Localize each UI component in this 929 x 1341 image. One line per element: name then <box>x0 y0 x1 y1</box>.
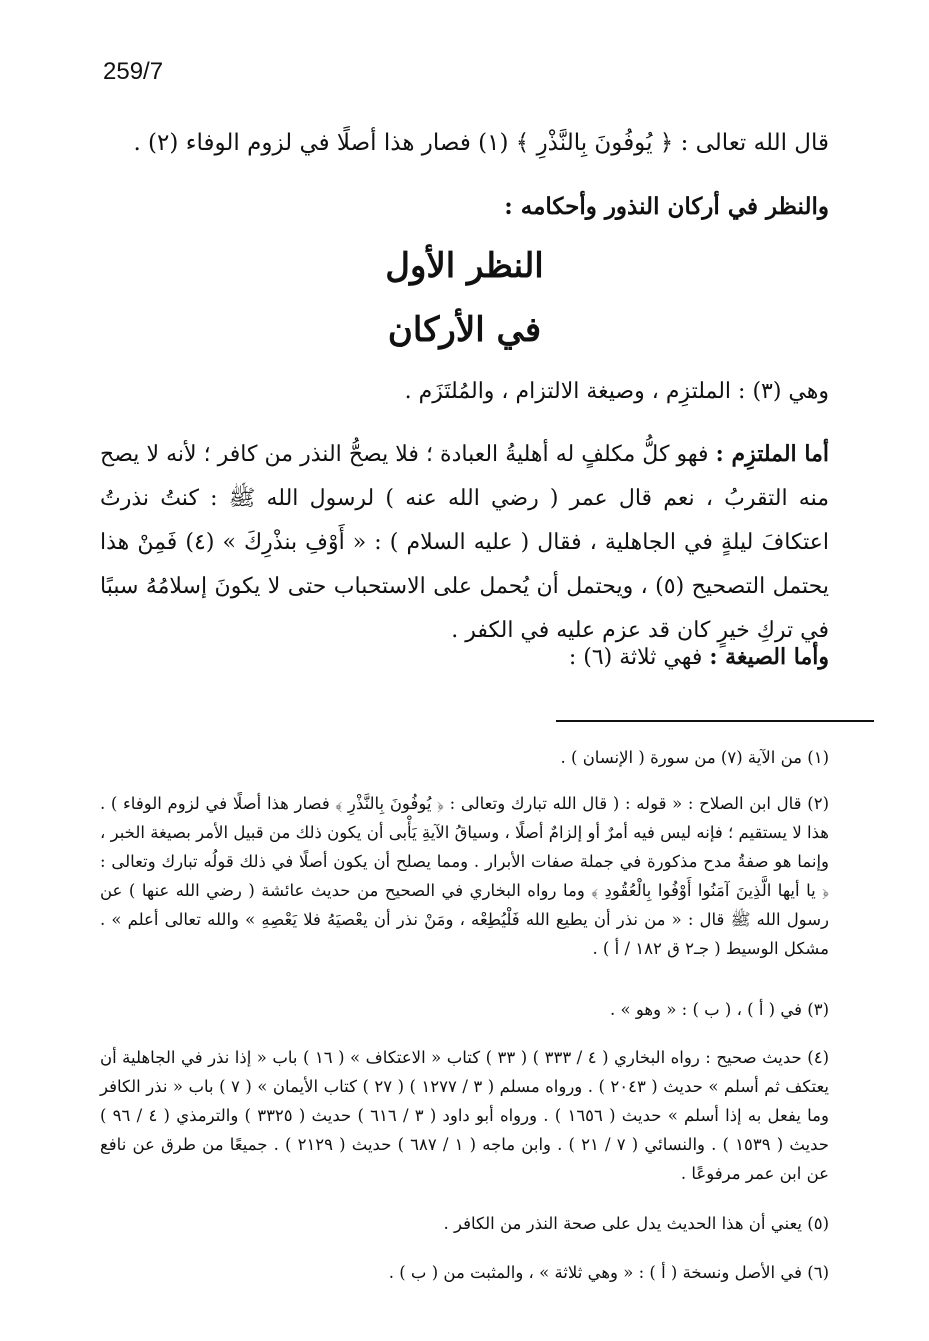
obligor-paragraph <box>100 432 829 653</box>
chapter-subheading: في الأركان <box>387 310 542 350</box>
footnote-6: (٦) في الأصل ونسخة ( أ ) : « وهي ثلاثة » ، والمثبت من ( ب ) . <box>388 1263 829 1282</box>
formula-label: وأما الصيغة : <box>709 644 829 670</box>
page-number: 259/7 <box>103 58 164 85</box>
footnote-separator <box>556 720 874 722</box>
footnote-2: (٢) قال ابن الصلاح : « قوله : ( قال الله تبارك وتعالى : ﴿ يُوفُونَ بِالنَّذْرِ ﴾ فصار هذا أصلًا في لزوم الوفاء ) . هذا لا يستقيم ؛ فإنه ليس فيه أمرٌ أو إلزامٌ أصلًا ، وسياقُ الآيةِ يَأْبى أن يكون ذلك من قبيل الأمر بصيغة الخبر ، وإنما هو صفةُ مدح مذكورة في جملة صفات الأبرار . ومما يصلح أن يكون أصلًا في ذلك قولُه تبارك وتعالى : ﴿ يا أيها الَّذِينَ آمَنُوا أَوْفُوا بِالْعُقُودِ ﴾ وما رواه البخاري في الصحيح من حديث عائشة ( رضي الله عنها ) عن رسول الله ﷺ قال : « من نذر أن يطيع الله فَلْيُطِعْه ، ومَنْ نذر أن يعْصيَهُ فلا يَعْصِهِ » والله تعالى أعلم » . مشكل الوسيط ( جـ٢ ق ١٨٢ / أ ) . <box>100 794 829 958</box>
footnote-4: (٤) حديث صحيح : رواه البخاري ( ٤ / ٣٣٣ ) ( ٣٣ ) كتاب « الاعتكاف » ( ١٦ ) باب « إذا نذر في الجاهلية أن يعتكف ثم أسلم » حديث ( ٢٠٤٣ ) . ورواه مسلم ( ٣ / ١٢٧٧ ) ( ٢٧ ) كتاب الأيمان » ( ٧ ) باب « نذر الكافر وما يفعل به إذا أسلم » حديث ( ١٦٥٦ ) . ورواه أبو داود ( ٣ / ٦١٦ ) حديث ( ٣٣٢٥ ) والترمذي ( ٤ / ٩٦ ) حديث ( ١٥٣٩ ) . والنسائي ( ٧ / ٢١ ) . وابن ماجه ( ١ / ٦٨٧ ) حديث ( ٢١٢٩ ) . جميعًا من طرق عن نافع عن ابن عمر مرفوعًا . <box>100 1048 830 1183</box>
pillars-line: وهي (٣) : الملتزِم ، وصيغة الالتزام ، والمُلتَزَم . <box>404 379 829 404</box>
footnote-1: (١) من الآية (٧) من سورة ( الإنسان ) . <box>560 748 829 767</box>
intro-verse-line: قال الله تعالى : ﴿ يُوفُونَ بِالنَّذْرِ ﴾ (١) فصار هذا أصلًا في لزوم الوفاء (٢) . <box>133 130 829 156</box>
chapter-heading: النظر الأول <box>385 246 544 286</box>
formula-text: فهي ثلاثة (٦) : <box>568 645 703 670</box>
formula-line <box>569 644 829 670</box>
intro-section-line: والنظر في أركان النذور وأحكامه : <box>504 193 829 220</box>
footnote-5: (٥) يعني أن هذا الحديث يدل على صحة النذر من الكافر . <box>443 1214 829 1233</box>
obligor-label: أما الملتزِم : <box>715 441 829 467</box>
footnote-3: (٣) في ( أ ) ، ( ب ) : « وهو » . <box>610 1000 829 1019</box>
obligor-text: فهو كلُّ مكلفٍ له أهليةُ العبادة ؛ فلا يصحُّ النذر من كافر ؛ لأنه لا يصح منه التقربُ ، نعم قال عمر ( رضي الله عنه ) لرسول الله ﷺ : كنتُ نذرتُ اعتكافَ ليلةٍ في الجاهلية ، فقال ( عليه السلام ) : « أَوْفِ بنذْرِكَ » (٤) فَمِنْ هذا يحتمل التصحيح (٥) ، ويحتمل أن يُحمل على الاستحباب حتى لا يكونَ إسلامُهُ سببًا في تركِ خيرٍ كان قد عزم عليه في الكفر . <box>100 442 829 643</box>
